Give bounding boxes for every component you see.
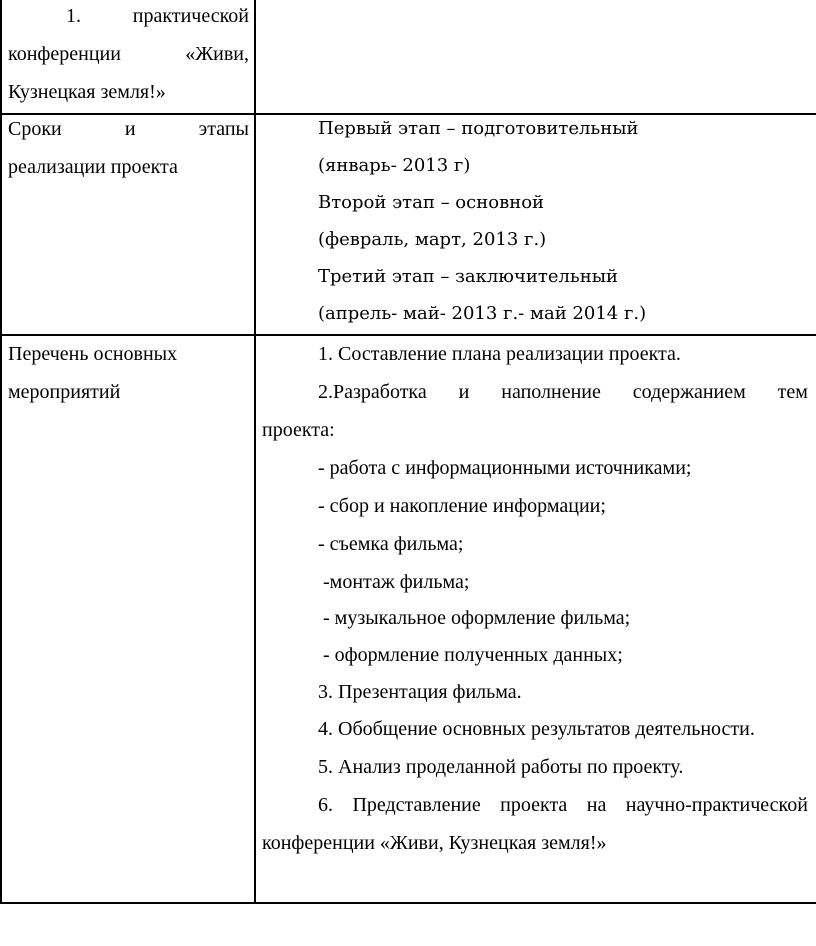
word: практической xyxy=(132,5,249,27)
word: 1. xyxy=(66,5,81,27)
activity-item-2-cont: проекта: xyxy=(262,419,335,441)
word: тем xyxy=(777,381,808,403)
activity-item-2 xyxy=(318,380,808,404)
table-border-row1-bottom xyxy=(0,113,816,115)
activity-sub-3: - съемка фильма; xyxy=(318,533,464,555)
activity-sub-4: -монтаж фильма; xyxy=(323,571,470,593)
word: «Живи, xyxy=(185,43,249,65)
stage-1-title: Первый этап – подготовительный xyxy=(318,118,639,139)
activity-item-6 xyxy=(318,793,808,817)
row3-left-line2: мероприятий xyxy=(8,381,121,403)
word: проекта xyxy=(500,794,568,816)
row3-left-line1: Перечень основных xyxy=(8,343,178,365)
stage-1-dates: (январь- 2013 г) xyxy=(318,155,471,176)
word: научно-практической xyxy=(625,794,808,816)
word: конференции xyxy=(8,43,121,65)
activity-item-4: 4. Обобщение основных результатов деятельности. xyxy=(318,718,755,740)
table-border-middle xyxy=(254,0,256,904)
activity-item-5: 5. Анализ проделанной работы по проекту. xyxy=(318,756,684,778)
row1-left-line2 xyxy=(8,42,249,66)
word: 2.Разработка xyxy=(318,381,427,403)
activity-item-1: 1. Составление плана реализации проекта. xyxy=(318,343,681,365)
word: на xyxy=(586,794,607,816)
activity-sub-6: - оформление полученных данных; xyxy=(323,644,623,666)
row2-left-line1 xyxy=(8,117,249,141)
table-border-row2-bottom xyxy=(0,334,816,336)
activity-sub-2: - сбор и накопление информации; xyxy=(318,495,606,517)
stage-2-dates: (февраль, март, 2013 г.) xyxy=(318,229,547,250)
activity-sub-5: - музыкальное оформление фильма; xyxy=(323,607,631,629)
table-border-bottom xyxy=(0,902,816,904)
activity-sub-1: - работа с информационными источниками; xyxy=(318,457,692,479)
word: содержанием xyxy=(632,381,746,403)
stage-3-title: Третий этап – заключительный xyxy=(318,266,619,287)
word: 6. xyxy=(318,794,333,816)
stage-2-title: Второй этап – основной xyxy=(318,192,545,213)
word: наполнение xyxy=(501,381,601,403)
word: и xyxy=(458,381,470,403)
activity-item-3: 3. Презентация фильма. xyxy=(318,681,522,703)
row2-left-line2: реализации проекта xyxy=(8,156,178,178)
activity-item-6-cont: конференции «Живи, Кузнецкая земля!» xyxy=(262,832,607,854)
stage-3-dates: (апрель- май- 2013 г.- май 2014 г.) xyxy=(318,303,647,324)
word: этапы xyxy=(198,118,249,140)
row1-left-line3: Кузнецкая земля!» xyxy=(8,81,166,103)
table-border-left xyxy=(0,0,2,904)
word: Представление xyxy=(352,794,481,816)
word: Сроки xyxy=(8,118,62,140)
word: и xyxy=(124,118,136,140)
row1-left-line1 xyxy=(66,4,249,28)
